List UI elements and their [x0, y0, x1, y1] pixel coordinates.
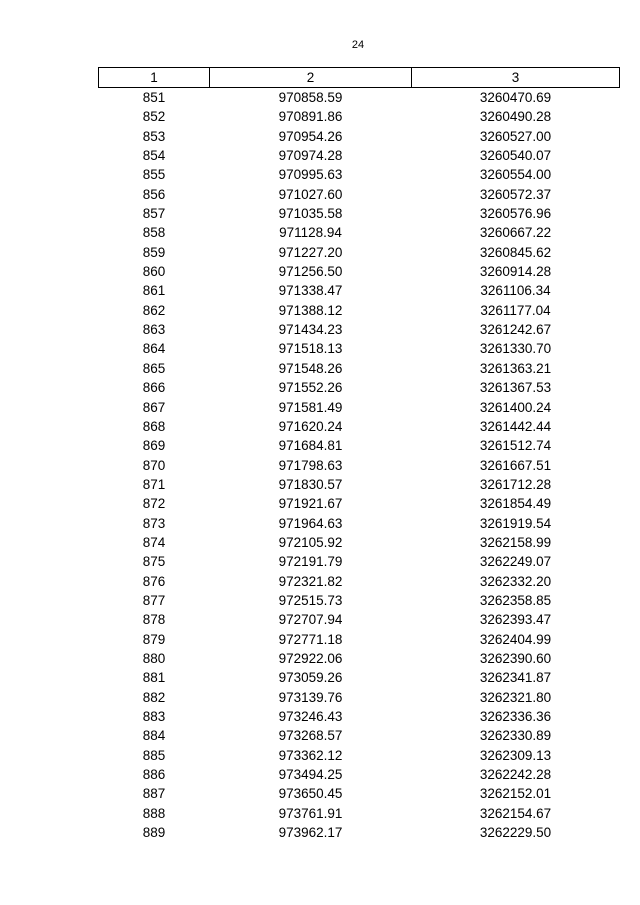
- cell-point-number: 880: [142, 650, 166, 666]
- cell-y-coordinate: 3262330.89: [479, 728, 552, 744]
- cell-y-coordinate: 3261106.34: [480, 283, 551, 299]
- cell-point-number: 877: [142, 592, 166, 608]
- cell-point-number: 863: [142, 322, 166, 338]
- cell-x-coordinate: 972707.94: [278, 612, 343, 628]
- cell-x-coordinate: 973059.26: [278, 670, 343, 686]
- cell-point-number: 874: [142, 534, 166, 550]
- cell-x-coordinate: 973139.76: [278, 689, 343, 705]
- cell-point-number: 856: [142, 186, 166, 202]
- cell-y-coordinate: 3262249.07: [479, 554, 552, 570]
- cell-y-coordinate: 3261442.44: [479, 418, 552, 434]
- coordinates-table: [98, 67, 620, 842]
- cell-y-coordinate: 3260540.07: [479, 148, 552, 164]
- cell-x-coordinate: 971798.63: [278, 457, 343, 473]
- cell-point-number: 868: [142, 418, 166, 434]
- cell-x-coordinate: 971518.13: [278, 341, 343, 357]
- cell-point-number: 870: [142, 457, 166, 473]
- cell-x-coordinate: 971027.60: [278, 186, 343, 202]
- cell-point-number: 865: [142, 360, 166, 376]
- cell-y-coordinate: 3261854.49: [479, 496, 552, 512]
- cell-y-coordinate: 3262309.13: [479, 747, 552, 763]
- cell-point-number: 883: [142, 709, 166, 724]
- cell-y-coordinate: 3260914.28: [479, 264, 552, 280]
- cell-point-number: 854: [142, 148, 166, 164]
- cell-point-number: 887: [142, 786, 166, 802]
- table-row: [99, 146, 620, 165]
- cell-y-coordinate: 3261242.67: [479, 322, 552, 338]
- cell-point-number: 879: [142, 631, 166, 647]
- column-header-x: 2: [210, 68, 412, 88]
- table-row: [99, 765, 620, 784]
- cell-point-number: 885: [142, 747, 166, 763]
- cell-x-coordinate: 973962.17: [278, 825, 343, 841]
- cell-x-coordinate: 971620.24: [278, 418, 343, 434]
- cell-y-coordinate: 3262390.60: [479, 650, 552, 666]
- table-row: [99, 320, 620, 339]
- cell-y-coordinate: 3262404.99: [479, 631, 552, 647]
- cell-y-coordinate: 3260490.28: [479, 109, 552, 125]
- cell-y-coordinate: 3260527.00: [479, 128, 552, 144]
- cell-x-coordinate: 972922.06: [278, 650, 343, 666]
- cell-x-coordinate: 971964.63: [278, 515, 343, 531]
- cell-point-number: 867: [142, 399, 166, 415]
- table-header-row: [99, 68, 620, 88]
- cell-point-number: 866: [142, 380, 166, 396]
- page-number: 24: [351, 39, 365, 51]
- table-row: [99, 610, 620, 629]
- cell-x-coordinate: 970995.63: [278, 167, 343, 183]
- cell-point-number: 875: [142, 554, 166, 570]
- cell-y-coordinate: 3260572.37: [479, 186, 552, 202]
- cell-point-number: 855: [142, 167, 166, 183]
- table-row: [99, 630, 620, 649]
- cell-y-coordinate: 3262242.28: [479, 767, 552, 783]
- cell-y-coordinate: 3262341.87: [479, 670, 552, 686]
- cell-x-coordinate: 971227.20: [278, 244, 343, 260]
- table-row: [99, 107, 620, 126]
- cell-x-coordinate: 970891.86: [278, 109, 343, 125]
- cell-x-coordinate: 971434.23: [278, 322, 343, 338]
- table-row: [99, 591, 620, 610]
- cell-y-coordinate: 3262358.85: [479, 592, 552, 608]
- table-row: [99, 804, 620, 823]
- cell-point-number: 884: [142, 728, 166, 744]
- cell-point-number: 864: [142, 341, 166, 357]
- table-row: [99, 417, 620, 436]
- cell-point-number: 873: [142, 515, 166, 531]
- cell-y-coordinate: 3262229.50: [479, 825, 552, 841]
- cell-y-coordinate: 3261367.53: [479, 380, 552, 396]
- table-row: [99, 552, 620, 571]
- table-row: [99, 668, 620, 687]
- cell-y-coordinate: 3260667.22: [479, 225, 552, 241]
- cell-point-number: 886: [142, 767, 166, 783]
- cell-x-coordinate: 971256.50: [278, 264, 343, 280]
- cell-x-coordinate: 971552.26: [278, 380, 343, 396]
- cell-point-number: 888: [142, 805, 166, 821]
- cell-y-coordinate: 3260470.69: [479, 90, 552, 105]
- table-row: [99, 378, 620, 397]
- cell-point-number: 853: [142, 128, 166, 144]
- table-row: [99, 533, 620, 552]
- table-row: [99, 301, 620, 320]
- table-body: [99, 88, 620, 843]
- table-row: [99, 514, 620, 533]
- table-row: [99, 688, 620, 707]
- cell-point-number: 862: [142, 302, 166, 318]
- table-row: [99, 185, 620, 204]
- cell-x-coordinate: 971128.94: [279, 225, 342, 241]
- cell-x-coordinate: 972321.82: [278, 573, 343, 589]
- cell-y-coordinate: 3262393.47: [479, 612, 552, 628]
- cell-x-coordinate: 973761.91: [278, 805, 343, 821]
- table-row: [99, 165, 620, 184]
- cell-x-coordinate: 971035.58: [278, 206, 343, 222]
- cell-point-number: 889: [142, 825, 166, 841]
- cell-x-coordinate: 970858.59: [278, 90, 343, 105]
- cell-x-coordinate: 971581.49: [278, 399, 343, 415]
- cell-x-coordinate: 973268.57: [278, 728, 343, 744]
- column-header-y: 3: [412, 68, 620, 88]
- cell-y-coordinate: 3261667.51: [479, 457, 552, 473]
- cell-x-coordinate: 972515.73: [278, 592, 343, 608]
- cell-y-coordinate: 3262332.20: [479, 573, 552, 589]
- table-row: [99, 649, 620, 668]
- table-row: [99, 707, 620, 726]
- cell-x-coordinate: 972191.79: [278, 554, 343, 570]
- cell-x-coordinate: 972105.92: [278, 534, 343, 550]
- table-row: [99, 494, 620, 513]
- cell-point-number: 861: [142, 283, 166, 299]
- cell-point-number: 859: [142, 244, 166, 260]
- cell-y-coordinate: 3262158.99: [479, 534, 552, 550]
- cell-x-coordinate: 973362.12: [278, 747, 343, 763]
- cell-y-coordinate: 3260576.96: [479, 206, 552, 222]
- table-row: [99, 339, 620, 358]
- cell-y-coordinate: 3261363.21: [479, 360, 552, 376]
- cell-point-number: 882: [142, 689, 166, 705]
- table-row: [99, 243, 620, 262]
- table-row: [99, 823, 620, 842]
- cell-y-coordinate: 3262336.36: [479, 709, 552, 724]
- cell-y-coordinate: 3261330.70: [479, 341, 552, 357]
- cell-x-coordinate: 971388.12: [278, 302, 343, 318]
- table-row: [99, 398, 620, 417]
- cell-point-number: 876: [142, 573, 166, 589]
- cell-y-coordinate: 3262154.67: [479, 805, 552, 821]
- table-row: [99, 436, 620, 455]
- table-row: [99, 359, 620, 378]
- cell-y-coordinate: 3261400.24: [479, 399, 552, 415]
- table-row: [99, 204, 620, 223]
- cell-point-number: 869: [142, 438, 166, 454]
- cell-x-coordinate: 971830.57: [278, 476, 343, 492]
- cell-x-coordinate: 971338.47: [278, 283, 343, 299]
- cell-x-coordinate: 972771.18: [278, 631, 343, 647]
- table-row: [99, 572, 620, 591]
- cell-x-coordinate: 971548.26: [278, 360, 343, 376]
- column-header-point-number: 1: [99, 68, 210, 88]
- cell-x-coordinate: 971684.81: [278, 438, 343, 454]
- cell-y-coordinate: 3262321.80: [479, 689, 552, 705]
- table-row: [99, 784, 620, 803]
- cell-x-coordinate: 970954.26: [278, 128, 343, 144]
- cell-y-coordinate: 3261919.54: [479, 515, 552, 531]
- table-row: [99, 262, 620, 281]
- table-row: [99, 88, 620, 108]
- table-row: [99, 726, 620, 745]
- cell-point-number: 852: [142, 109, 166, 125]
- cell-x-coordinate: 971921.67: [278, 496, 343, 512]
- cell-x-coordinate: 973650.45: [278, 786, 343, 802]
- cell-y-coordinate: 3260845.62: [479, 244, 552, 260]
- table-row: [99, 746, 620, 765]
- cell-y-coordinate: 3260554.00: [479, 167, 552, 183]
- cell-point-number: 878: [142, 612, 166, 628]
- table-row: [99, 223, 620, 242]
- cell-point-number: 857: [142, 206, 166, 222]
- cell-x-coordinate: 970974.28: [278, 148, 343, 164]
- table-row: [99, 281, 620, 300]
- cell-y-coordinate: 3261177.04: [480, 302, 551, 318]
- cell-point-number: 871: [142, 476, 166, 492]
- cell-point-number: 881: [142, 670, 166, 686]
- table-row: [99, 127, 620, 146]
- cell-point-number: 872: [142, 496, 166, 512]
- cell-x-coordinate: 973246.43: [278, 709, 343, 724]
- cell-point-number: 851: [142, 90, 166, 105]
- table-row: [99, 475, 620, 494]
- cell-point-number: 860: [142, 264, 166, 280]
- cell-point-number: 858: [142, 225, 166, 241]
- cell-x-coordinate: 973494.25: [278, 767, 343, 783]
- cell-y-coordinate: 3261512.74: [479, 438, 552, 454]
- cell-y-coordinate: 3261712.28: [479, 476, 552, 492]
- cell-y-coordinate: 3262152.01: [479, 786, 552, 802]
- table-row: [99, 456, 620, 475]
